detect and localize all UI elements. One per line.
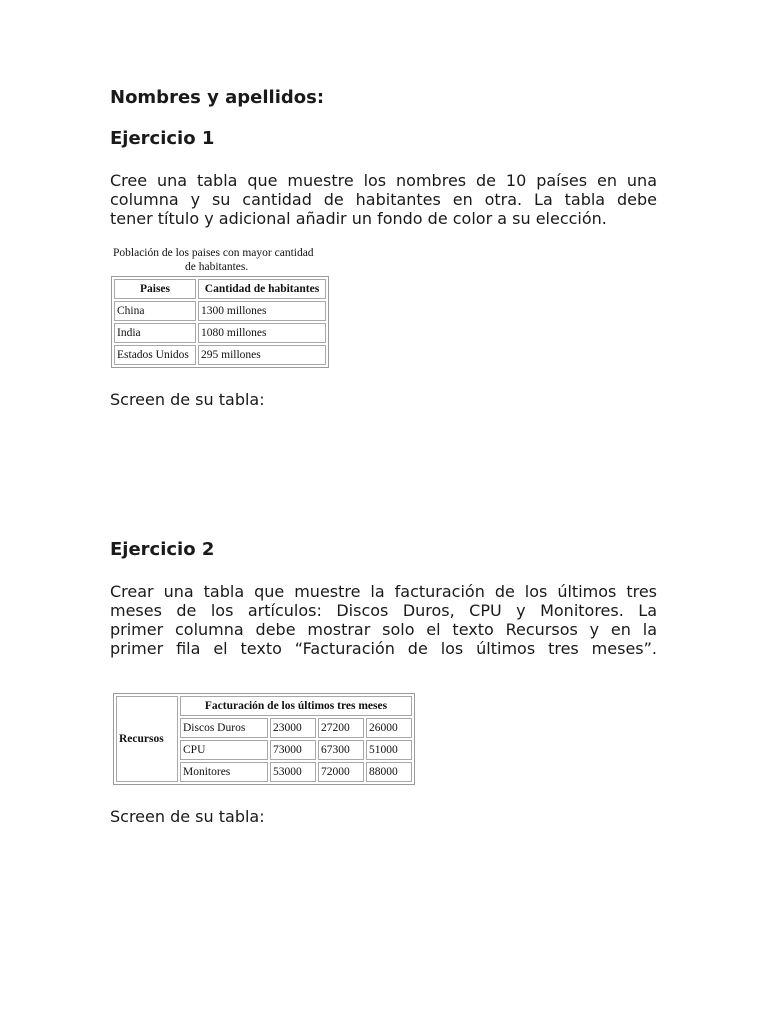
example2-table [113,693,415,785]
table-header-cell: Facturación de los últimos tres meses [180,696,412,716]
table-header-cell: Paises [114,279,196,299]
table-cell: India [114,323,196,343]
table-cell: Estados Unidos [114,345,196,365]
exercise2-line: primer fila el texto “Facturación de los últimos tres meses”. [110,639,657,658]
table-header-cell: Cantidad de habitantes [198,279,326,299]
exercise2-line: Crear una tabla que muestre la facturación de los últimos tres [110,582,657,601]
table-cell: 72000 [318,762,364,782]
table-cell: Discos Duros [180,718,268,738]
exercise1-line: columna y su cantidad de habitantes en otra. La tabla debe [110,190,657,209]
table-header-row [116,696,412,716]
exercise1-example-image [111,246,329,368]
exercise1-line: tener título y adicional añadir un fondo de color a su elección. [110,209,607,228]
table-header-row [114,279,326,299]
table-cell: 295 millones [198,345,326,365]
table-cell: 51000 [366,740,412,760]
table-row-header: Recursos [116,696,178,782]
exercise2-example-image [113,693,415,785]
table-cell: 73000 [270,740,316,760]
table-cell: 27200 [318,718,364,738]
table-cell: China [114,301,196,321]
exercise2-screen-label: Screen de su tabla: [110,807,265,826]
exercise1-screen-label: Screen de su tabla: [110,390,265,409]
exercise2-line: primer columna debe mostrar solo el texto Recursos y en la [110,620,657,639]
exercise1-line: Cree una tabla que muestre los nombres de 10 países en una [110,171,657,190]
table-row [114,323,326,343]
example1-caption-line2: de habitantes. [185,261,249,273]
table-cell: 67300 [318,740,364,760]
table-cell: Monitores [180,762,268,782]
table-cell: 53000 [270,762,316,782]
table-cell: 26000 [366,718,412,738]
table-cell: 1300 millones [198,301,326,321]
table-cell: 23000 [270,718,316,738]
example1-table [111,276,329,368]
table-cell: CPU [180,740,268,760]
exercise2-line: meses de los artículos: Discos Duros, CPU y Monitores. La [110,601,657,620]
exercise2-title: Ejercicio 2 [110,539,215,560]
exercise2-instructions [110,582,657,658]
table-cell: 1080 millones [198,323,326,343]
table-row [114,345,326,365]
example1-caption-line1: Población de los paises con mayor cantidad [113,247,314,259]
exercise1-instructions [110,171,657,228]
table-cell: 88000 [366,762,412,782]
table-row [114,301,326,321]
names-label: Nombres y apellidos: [110,87,325,108]
exercise1-title: Ejercicio 1 [110,128,215,149]
